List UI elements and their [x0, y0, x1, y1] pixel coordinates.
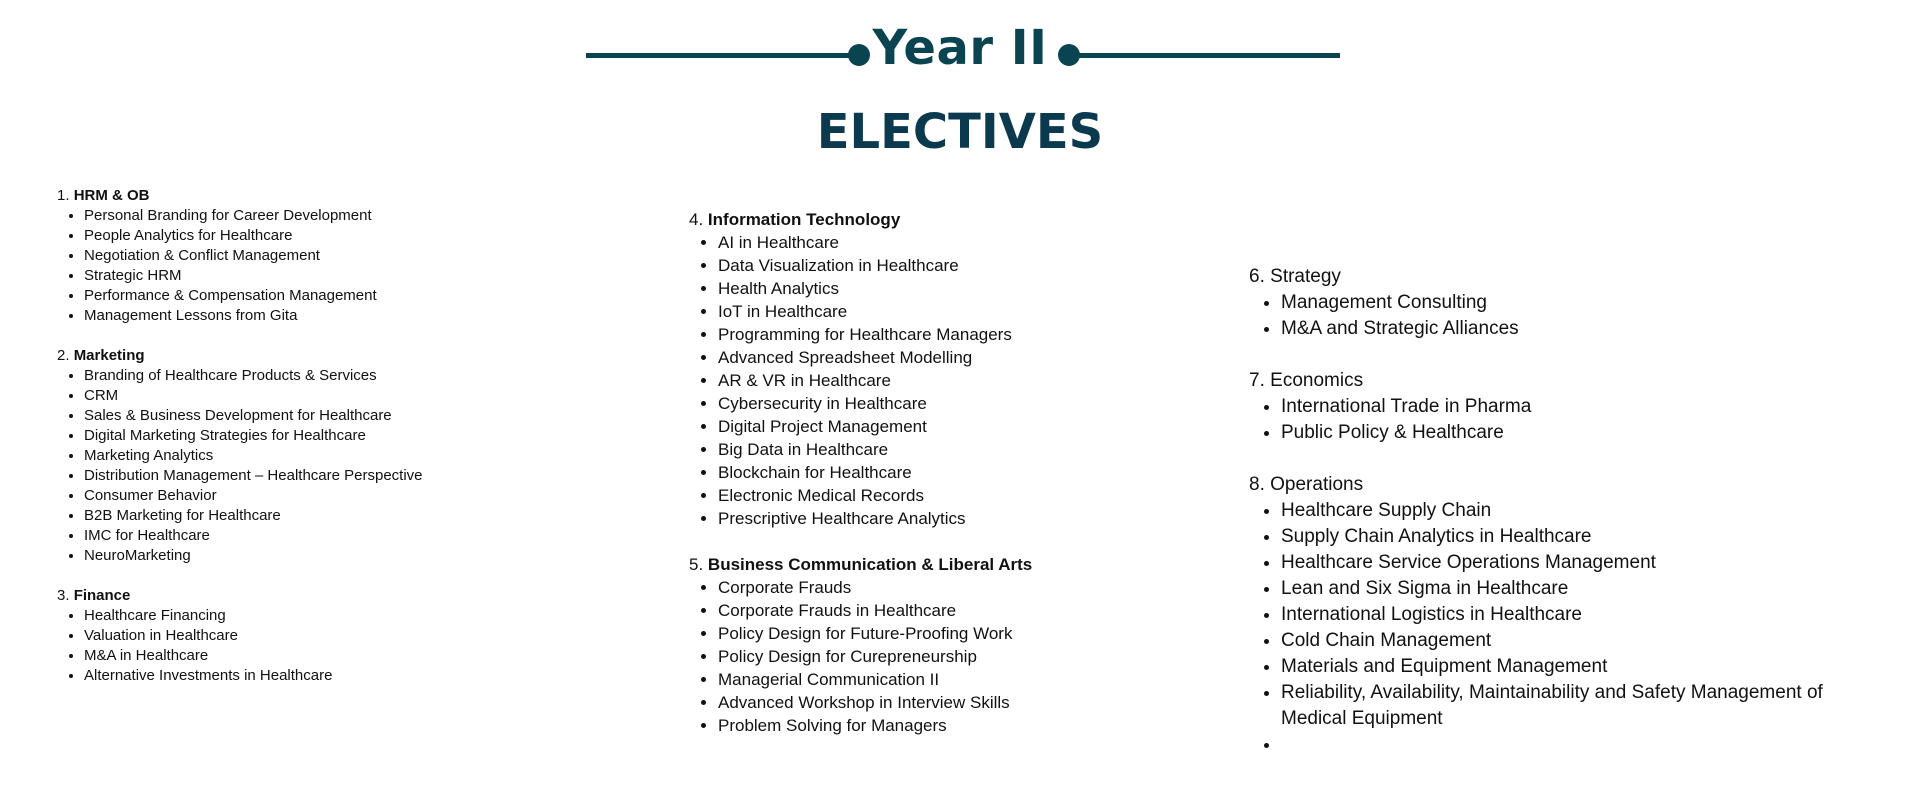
section-title: Finance — [73, 587, 131, 604]
course-item: • Corporate Frauds in Healthcare — [718, 599, 1032, 622]
section-title: Strategy — [1270, 266, 1341, 287]
elective-section — [1249, 264, 1889, 342]
section-heading — [57, 586, 423, 606]
course-item: • Digital Marketing Strategies for Healthcare — [84, 426, 423, 446]
section-heading — [1249, 368, 1889, 394]
course-list — [57, 366, 423, 566]
course-item: • Strategic HRM — [84, 266, 423, 286]
course-list — [1249, 290, 1889, 342]
course-item: • Healthcare Financing — [84, 606, 423, 626]
course-item: • Healthcare Service Operations Management — [1281, 550, 1889, 576]
course-item — [1281, 732, 1889, 758]
section-heading — [689, 208, 1032, 231]
section-title: Operations — [1270, 474, 1364, 495]
course-item: • IMC for Healthcare — [84, 526, 423, 546]
course-item: • Valuation in Healthcare — [84, 626, 423, 646]
section-title: HRM & OB — [73, 187, 150, 204]
course-item: • AR & VR in Healthcare — [718, 369, 1032, 392]
section-number: 6. — [1249, 266, 1265, 287]
course-item: • Problem Solving for Managers — [718, 714, 1032, 737]
course-item: • Advanced Spreadsheet Modelling — [718, 346, 1032, 369]
course-item: • Prescriptive Healthcare Analytics — [718, 507, 1032, 530]
electives-title: ELECTIVES — [816, 104, 1104, 160]
elective-section — [57, 586, 423, 686]
electives-column-1 — [57, 186, 423, 706]
course-item: • Personal Branding for Career Development — [84, 206, 423, 226]
course-item: • Marketing Analytics — [84, 446, 423, 466]
course-item: • Managerial Communication II — [718, 668, 1032, 691]
course-item: • IoT in Healthcare — [718, 300, 1032, 323]
section-heading — [57, 186, 423, 206]
course-item: • Healthcare Supply Chain — [1281, 498, 1889, 524]
right-divider-line — [1068, 53, 1340, 58]
section-heading — [57, 346, 423, 366]
course-item: • B2B Marketing for Healthcare — [84, 506, 423, 526]
course-item: • Big Data in Healthcare — [718, 438, 1032, 461]
elective-section — [1249, 472, 1889, 758]
course-item: • Blockchain for Healthcare — [718, 461, 1032, 484]
course-item: • Negotiation & Conflict Management — [84, 246, 423, 266]
course-item: • Materials and Equipment Management — [1281, 654, 1889, 680]
year-header — [0, 8, 1920, 86]
section-title: Economics — [1270, 370, 1364, 391]
course-item: • Branding of Healthcare Products & Services — [84, 366, 423, 386]
course-item: • Corporate Frauds — [718, 576, 1032, 599]
section-number: 3. — [57, 587, 70, 604]
section-number: 2. — [57, 347, 70, 364]
course-item: • Supply Chain Analytics in Healthcare — [1281, 524, 1889, 550]
section-title: Marketing — [73, 347, 145, 364]
course-item: • M&A and Strategic Alliances — [1281, 316, 1889, 342]
course-item: • Programming for Healthcare Managers — [718, 323, 1032, 346]
section-number: 7. — [1249, 370, 1265, 391]
course-item: • Electronic Medical Records — [718, 484, 1032, 507]
section-number: 1. — [57, 187, 70, 204]
course-item: • Management Consulting — [1281, 290, 1889, 316]
course-item: • Sales & Business Development for Healthcare — [84, 406, 423, 426]
course-item: • Consumer Behavior — [84, 486, 423, 506]
course-item: • People Analytics for Healthcare — [84, 226, 423, 246]
course-list — [689, 576, 1032, 737]
course-item: • AI in Healthcare — [718, 231, 1032, 254]
course-item: • Health Analytics — [718, 277, 1032, 300]
course-item: • Alternative Investments in Healthcare — [84, 666, 423, 686]
elective-section — [57, 346, 423, 566]
section-heading — [1249, 264, 1889, 290]
course-list — [57, 606, 423, 686]
course-item: • Policy Design for Curepreneurship — [718, 645, 1032, 668]
course-item: • Advanced Workshop in Interview Skills — [718, 691, 1032, 714]
course-item: • Cybersecurity in Healthcare — [718, 392, 1032, 415]
course-item: • Distribution Management – Healthcare Perspective — [84, 466, 423, 486]
course-item: • Data Visualization in Healthcare — [718, 254, 1032, 277]
section-title: Business Communication & Liberal Arts — [707, 555, 1033, 574]
course-item: • Performance & Compensation Management — [84, 286, 423, 306]
section-title: Information Technology — [707, 210, 901, 229]
course-item: • Cold Chain Management — [1281, 628, 1889, 654]
section-heading — [689, 553, 1032, 576]
course-item: • Lean and Six Sigma in Healthcare — [1281, 576, 1889, 602]
course-item: • International Trade in Pharma — [1281, 394, 1889, 420]
course-list — [57, 206, 423, 326]
section-number: 4. — [689, 210, 704, 229]
section-number: 8. — [1249, 474, 1265, 495]
course-item: • M&A in Healthcare — [84, 646, 423, 666]
course-item: • Management Lessons from Gita — [84, 306, 423, 326]
course-item: • CRM — [84, 386, 423, 406]
course-list — [689, 231, 1032, 530]
electives-column-3 — [1249, 264, 1889, 784]
year-title: Year II — [872, 20, 1048, 76]
course-list — [1249, 498, 1889, 758]
elective-section — [57, 186, 423, 326]
course-item: • NeuroMarketing — [84, 546, 423, 566]
elective-section — [1249, 368, 1889, 446]
section-number: 5. — [689, 555, 704, 574]
elective-section — [689, 553, 1032, 737]
course-item: • International Logistics in Healthcare — [1281, 602, 1889, 628]
course-item: • Digital Project Management — [718, 415, 1032, 438]
course-item: • Policy Design for Future-Proofing Work — [718, 622, 1032, 645]
course-item: • Reliability, Availability, Maintainability and Safety Management of Medical Equipment — [1281, 680, 1889, 732]
elective-section — [689, 208, 1032, 530]
section-heading — [1249, 472, 1889, 498]
course-item: • Public Policy & Healthcare — [1281, 420, 1889, 446]
course-list — [1249, 394, 1889, 446]
electives-column-2 — [689, 208, 1032, 760]
